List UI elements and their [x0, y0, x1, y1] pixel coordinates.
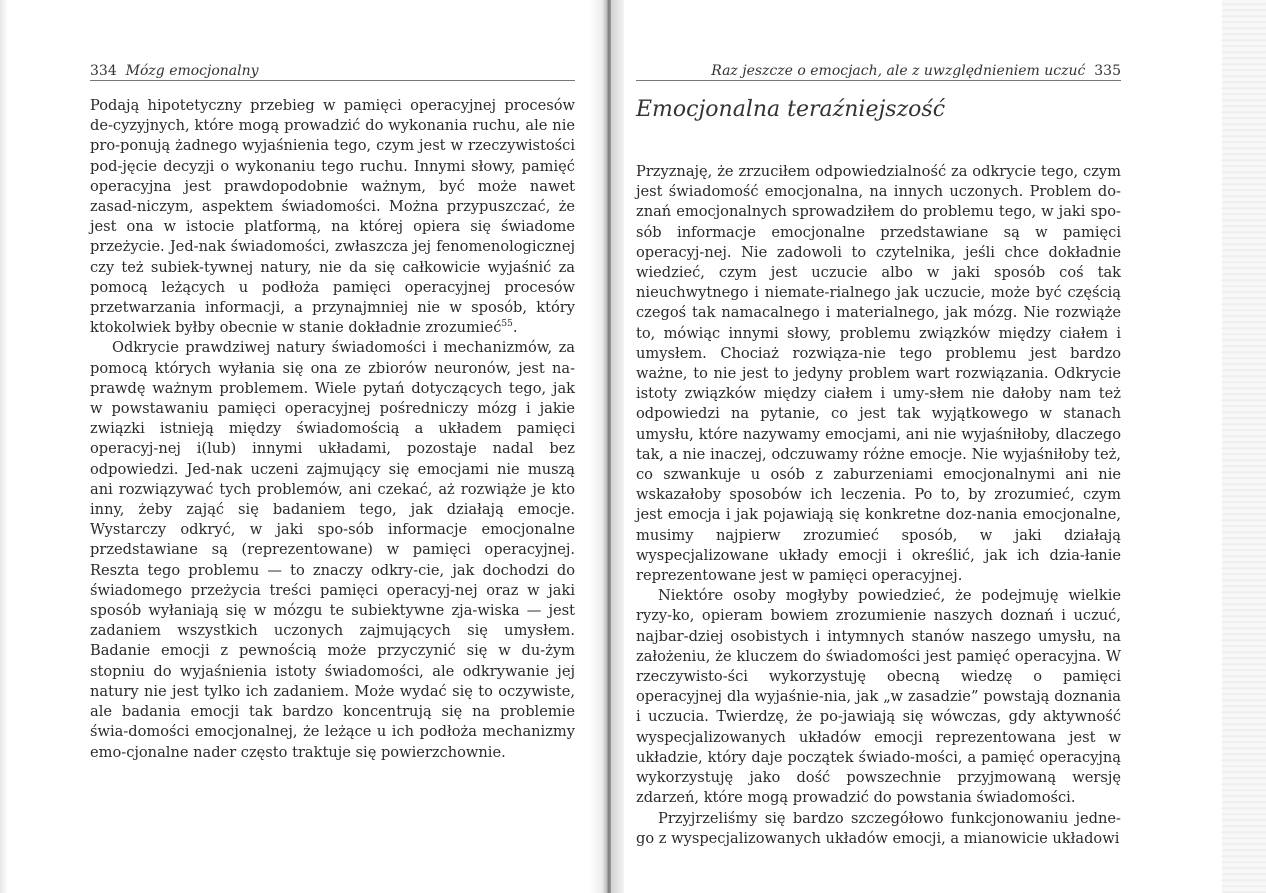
- right-page-header: [636, 62, 1121, 81]
- running-head: Raz jeszcze o emocjach, ale z uwzględnieniem uczuć: [711, 63, 1086, 79]
- page-number: 335: [1094, 63, 1121, 79]
- right-page: [620, 0, 1266, 893]
- paragraph: Podają hipotetyczny przebieg w pamięci operacyjnej procesów de-cyzyjnych, które mogą prowadzić do wykonania ruchu, ale nie pro-ponują żadnego wyjaśnienia tego, czym jest w rzeczywistości pod-jęcie decyzji o wykonaniu tego ruchu. Innymi słowy, pamięć operacyjna jest prawdopodobnie ważnym, być może nawet zasad-niczym, aspektem świadomości. Można przypuszczać, że jest ona w istocie platformą, na której opiera się świadome przeżycie. Jed-nak świadomości, zwłaszcza jej fenomenologicznej czy też subiek-tywnej natury, nie da się całkowicie wyjaśnić za pomocą leżących u podłoża pamięci operacyjnej procesów przetwarzania informacji, a przynajmniej nie w sposób, który ktokolwiek byłby obecnie w stanie dokładnie zrozumieć$^{55}$.: [90, 97, 575, 337]
- book-gutter: [590, 0, 624, 893]
- running-head: Mózg emocjonalny: [125, 63, 259, 79]
- chapter-title: Emocjonalna teraźniejszość: [636, 97, 946, 122]
- gutter-shadow: [608, 0, 611, 893]
- paragraph: Przyznaję, że zrzuciłem odpowiedzialność za odkrycie tego, czym jest świadomość emocjonalna, na innych uczonych. Problem do-znań emocjonalnych sprowadziłem do problemu tego, w jaki spo-sób informacje emocjonalne przedstawiane są w pamięci operacyj-nej. Nie zadowoli to czytelnika, jeśli chce dokładnie wiedzieć, czym jest uczucie albo w jaki sposób coś tak nieuchwytnego i niemate-rialnego jak uczucie, może być częścią czegoś tak namacalnego i materialnego, jak mózg. Nie rozwiąże to, mówiąc innymi słowy, problemu związków między ciałem i umysłem. Chociaż rozwiąza-nie tego problemu jest bardzo ważne, to nie jest to jedyny problem wart rozwiązania. Odkrycie istoty związków między ciałem i umy-słem nie dałoby nam też odpowiedzi na pytanie, co jest tak wyjątkowego w stanach umysłu, które nazywamy emocjami, ani nie wyjaśniłoby, dlaczego tak, a nie inaczej, odczuwamy różne emocje. Nie wyjaśniłoby też, co szwankuje u osób z zaburzeniami emocjonalnymi ani nie wskazałoby sposobów ich leczenia. Po to, by zrozumieć, czym jest emocja i jak pojawiają się konkretne doz-nania emocjonalne, musimy najpierw zrozumieć sposób, w jaki działają wyspecjalizowane układy emocji i określić, jak ich dzia-łanie reprezentowane jest w pamięci operacyjnej.: [636, 163, 1121, 585]
- left-page: [0, 0, 600, 893]
- paragraph: Niektóre osoby mogłyby powiedzieć, że podejmuję wielkie ryzy-ko, opieram bowiem zrozumienie naszych doznań i uczuć, najbar-dziej osobistych i intymnych stanów naszego umysłu, na założeniu, że kluczem do świadomości jest pamięć operacyjna. W rzeczywisto-ści wykorzystuję obecną wiedzę o pamięci operacyjnej dla wyjaśnie-nia, jak „w zasadzie” powstają doznania i uczucia. Twierdzę, że po-jawiają się wówczas, gdy aktywność wyspecjalizowanych układów emocji reprezentowana jest w układzie, który daje początek świado-mości, a pamięć operacyjną wykorzystuję jako dość powszechnie przyjmowaną wersję zdarzeń, które mogą prowadzić do powstania świadomości.: [636, 587, 1121, 807]
- footnote-reference: 55: [501, 319, 513, 330]
- paragraph-text: Podają hipotetyczny przebieg w pamięci operacyjnej procesów de-cyzyjnych, które mogą prowadzić do wykonania ruchu, ale nie pro-ponują żadnego wyjaśnienia tego, czym jest w rzeczywistości pod-jęcie decyzji o wykonaniu tego ruchu. Innymi słowy, pamięć operacyjna jest prawdopodobnie ważnym, być może nawet zasad-niczym, aspektem świadomości. Można przypuszczać, że jest ona w istocie platformą, na której opiera się świadome przeżycie. Jed-nak świadomości, zwłaszcza jej fenomenologicznej czy też subiek-tywnej natury, nie da się całkowicie wyjaśnić za pomocą leżących u podłoża pamięci operacyjnej procesów przetwarzania informacji, a przynajmniej nie w sposób, który ktokolwiek byłby obecnie w stanie dokładnie zrozumieć: [90, 97, 575, 337]
- page-number: 334: [90, 63, 117, 79]
- left-page-header: [90, 62, 575, 81]
- left-page-body: [90, 96, 575, 763]
- right-page-body: [636, 162, 1121, 849]
- page-edge-right: [1222, 0, 1266, 893]
- paragraph: Przyjrzeliśmy się bardzo szczegółowo funkcjonowaniu jedne-go z wyspecjalizowanych układów emocji, a mianowicie układowi: [636, 809, 1121, 847]
- paragraph: Odkrycie prawdziwej natury świadomości i mechanizmów, za pomocą których wyłania się ona ze zbiorów neuronów, jest na-prawdę ważnym problemem. Wiele pytań dotyczących tego, jak w powstawaniu pamięci operacyjnej pośredniczy mózg i jakie związki istnieją między świadomością a układem pamięci operacyj-nej i(lub) innymi układami, pozostaje nadal bez odpowiedzi. Jed-nak uczeni zajmujący się emocjami nie muszą ani rozwiązywać tych problemów, ani czekać, aż rozwiąże je kto inny, żeby zająć się badaniem tego, jak działają emocje. Wystarczy odkryć, w jaki spo-sób informacje emocjonalne przedstawiane są (reprezentowane) w pamięci operacyjnej. Reszta tego problemu — to znaczy odkry-cie, jak dochodzi do świadomego przeżycia treści pamięci operacyj-nej oraz w jaki sposób wyłaniają się w mózgu te subiektywne zja-wiska — jest zadaniem wszystkich uczonych zajmujących się umysłem. Badanie emocji z pewnością może przyczynić się w du-żym stopniu do wyjaśnienia istoty świadomości, ale odkrywanie jej natury nie jest tylko ich zadaniem. Może wydać się to oczywiste, ale badania emocji tak bardzo koncentrują się na problemie świa-domości emocjonalnej, że leżące u ich podłoża mechanizmy emo-cjonalne nader często traktuje się powierzchownie.: [90, 339, 575, 761]
